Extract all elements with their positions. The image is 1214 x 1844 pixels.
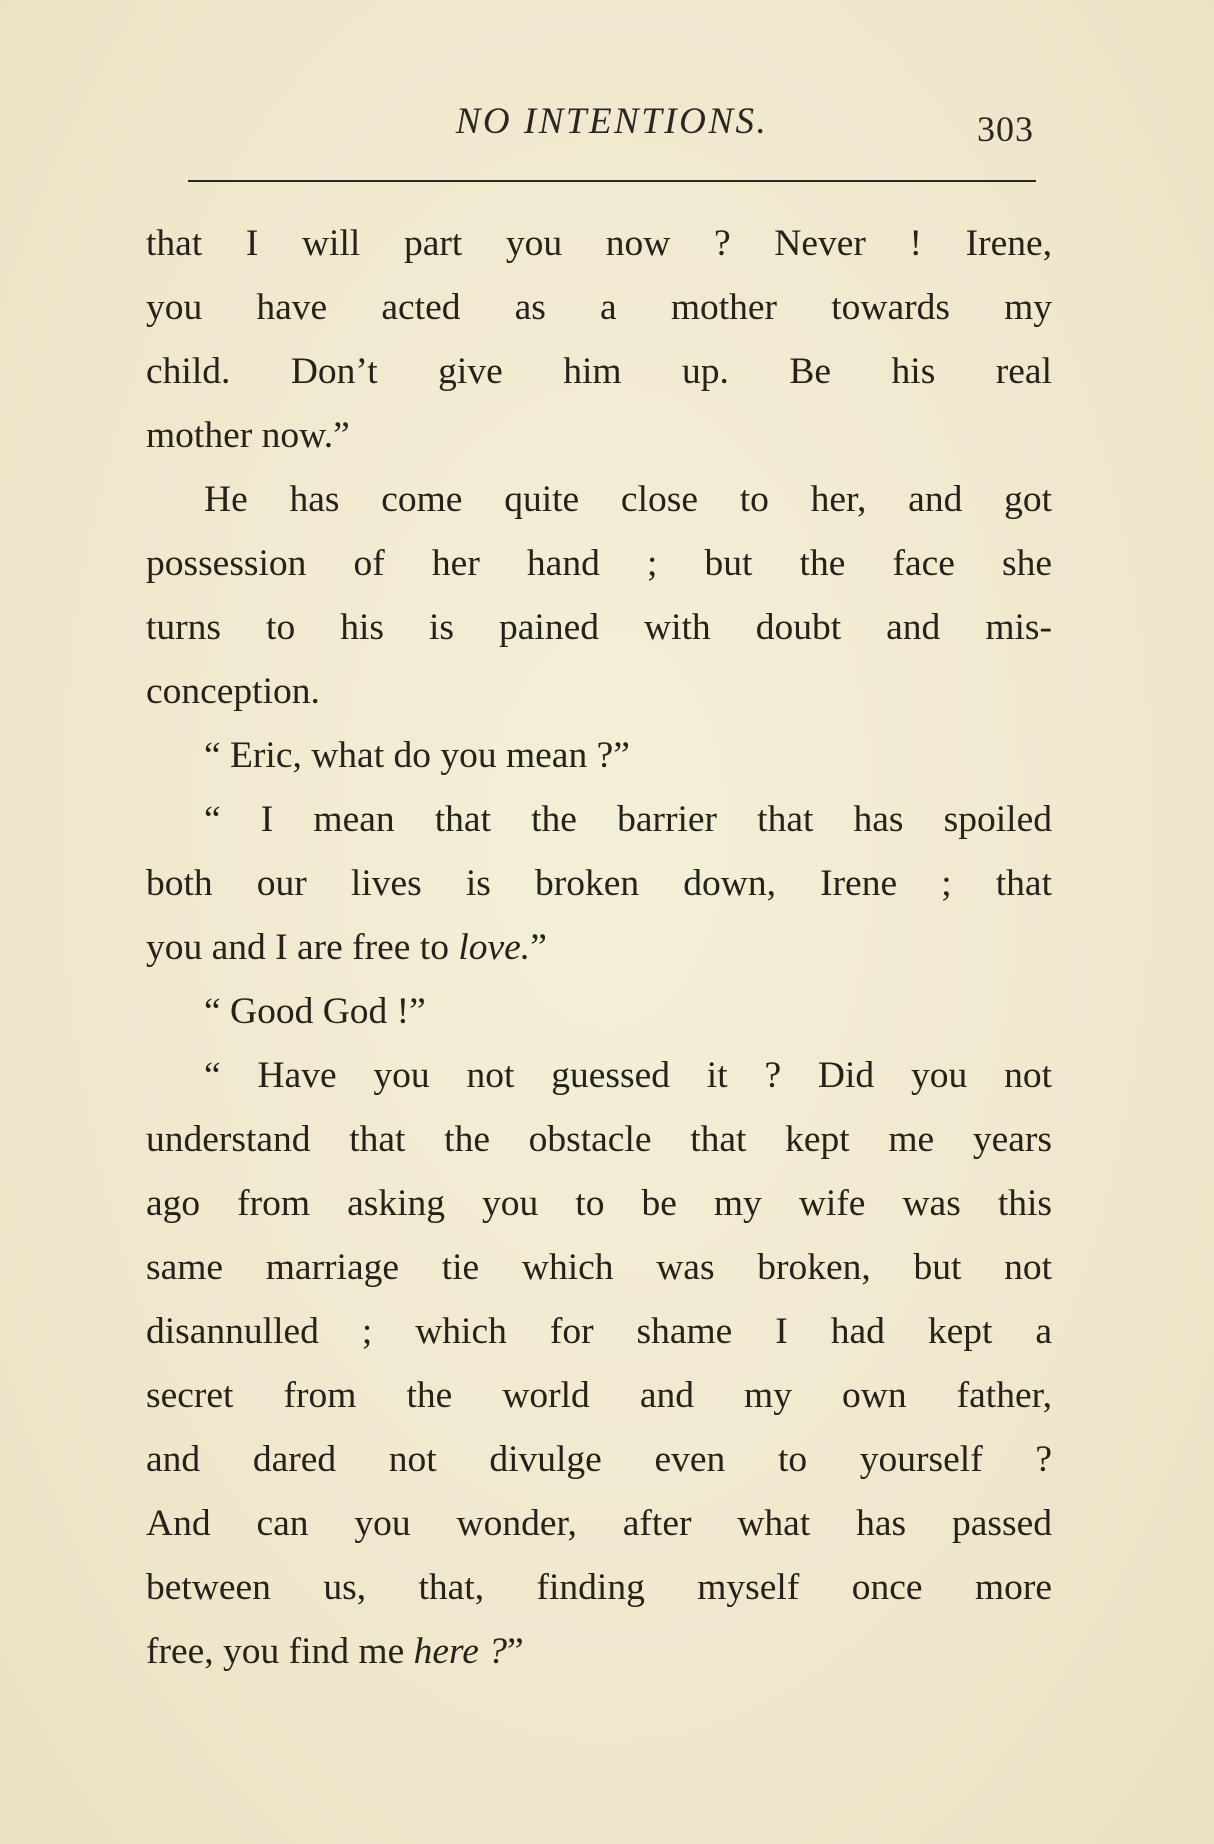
text-line: turns to his is pained with doubt and mis- xyxy=(146,607,1052,648)
text-line: mother now.” xyxy=(146,415,350,456)
header-rule xyxy=(188,180,1036,182)
text-line xyxy=(146,1620,1052,1684)
text-line: “ I mean that the barrier that has spoiled xyxy=(204,799,1052,840)
text-line: ago from asking you to be my wife was this xyxy=(146,1183,1052,1224)
text-line: same marriage tie which was broken, but not xyxy=(146,1247,1052,1288)
body-text xyxy=(146,212,1052,1684)
text-line: And can you wonder, after what has passed xyxy=(146,1503,1052,1544)
text-line: He has come quite close to her, and got xyxy=(204,479,1052,520)
text-line xyxy=(146,916,1052,980)
chapter-title: NO INTENTIONS. xyxy=(455,101,769,142)
page-number: 303 xyxy=(977,109,1034,149)
text-line: “ Eric, what do you mean ?” xyxy=(204,735,630,776)
text-line: that I will part you now ? Never ! Irene, xyxy=(146,223,1052,264)
text-run: free, you find me xyxy=(146,1631,414,1672)
text-run: ” xyxy=(530,927,547,968)
text-line: you have acted as a mother towards my xyxy=(146,287,1052,328)
emphasis-word: here ? xyxy=(413,1631,507,1672)
text-line: understand that the obstacle that kept me years xyxy=(146,1119,1052,1160)
text-run: you and I are free to xyxy=(146,927,459,968)
text-line: conception. xyxy=(146,671,320,712)
running-head xyxy=(190,96,1034,156)
text-line: and dared not divulge even to yourself ? xyxy=(146,1439,1052,1480)
text-line: “ Good God !” xyxy=(204,991,426,1032)
text-line: between us, that, finding myself once more xyxy=(146,1567,1052,1608)
text-line: disannulled ; which for shame I had kept a xyxy=(146,1311,1052,1352)
text-run: ” xyxy=(506,1631,524,1672)
text-line: child. Don’t give him up. Be his real xyxy=(146,351,1052,392)
text-line: secret from the world and my own father, xyxy=(146,1375,1052,1416)
emphasis-word: love. xyxy=(458,927,531,968)
text-line: “ Have you not guessed it ? Did you not xyxy=(204,1055,1052,1096)
text-line: possession of her hand ; but the face she xyxy=(146,543,1052,584)
text-line: both our lives is broken down, Irene ; that xyxy=(146,863,1052,904)
